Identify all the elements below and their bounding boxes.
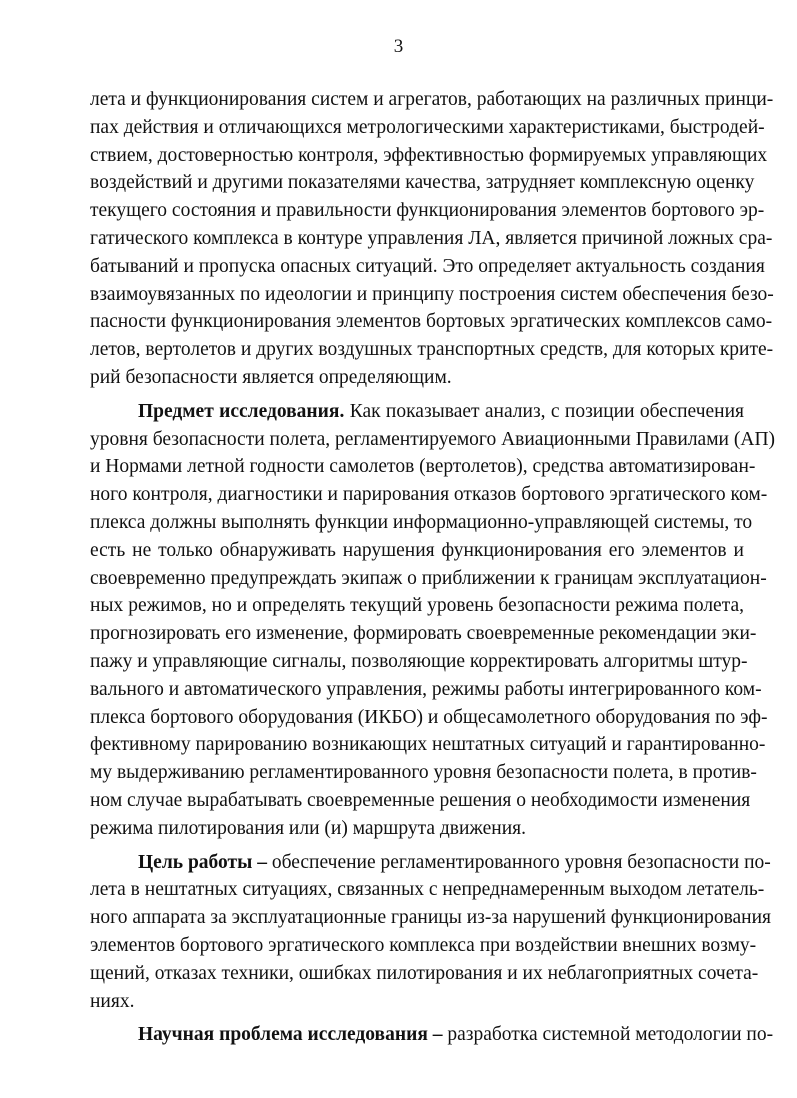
paragraph-first-line-text: обеспечение регламентированного уровня безопасности по- <box>266 851 771 873</box>
text-line: плекса бортового оборудования (ИКБО) и общесамолетного оборудования по эф- <box>90 706 768 728</box>
text-line: взаимоувязанных по идеологии и принципу построения систем обеспечения безо- <box>90 283 774 305</box>
paragraph-first-line <box>90 398 744 426</box>
paragraph-heading: Предмет исследования. <box>138 400 345 422</box>
text-line: уровня безопасности полета, регламентируемого Авиационными Правилами (АП) <box>90 428 776 450</box>
text-line: фективному парированию возникающих нештатных ситуаций и гарантированно- <box>90 734 766 756</box>
text-line: летов, вертолетов и других воздушных транспортных средств, для которых крите- <box>90 339 774 361</box>
paragraph-heading: Научная проблема исследования – <box>138 1024 443 1046</box>
text-line: лета в нештатных ситуациях, связанных с непреднамеренным выходом летатель- <box>90 879 765 901</box>
page-number: 3 <box>393 36 404 57</box>
text-line: ного аппарата за эксплуатационные границы из-за нарушений функционирования <box>90 907 772 929</box>
text-line: прогнозировать его изменение, формировать своевременные рекомендации эки- <box>90 623 757 645</box>
paragraph-first-line <box>90 1021 774 1049</box>
text-line: ниях. <box>90 990 135 1012</box>
paragraph-first-line <box>90 849 771 877</box>
text-line: режима пилотирования или (и) маршрута движения. <box>90 817 527 839</box>
text-line: текущего состояния и правильности функционирования элементов бортового эр- <box>90 200 765 222</box>
body-text <box>90 86 776 1049</box>
text-line: ного контроля, диагностики и парирования отказов бортового эргатического ком- <box>90 484 768 506</box>
text-line: есть не только обнаруживать нарушения функционирования его элементов и <box>90 539 744 561</box>
text-line: пасности функционирования элементов бортовых эргатических комплексов само- <box>90 311 773 333</box>
text-line: пах действия и отличающихся метрологическими характеристиками, быстродей- <box>90 116 765 138</box>
text-line: вального и автоматического управления, режимы работы интегрированного ком- <box>90 678 762 700</box>
text-line: рий безопасности является определяющим. <box>90 366 452 388</box>
text-line: ствием, достоверностью контроля, эффективностью формируемых управляющих <box>90 144 768 166</box>
text-line: ных режимов, но и определять текущий уровень безопасности режима полета, <box>90 595 744 617</box>
text-line: своевременно предупреждать экипаж о приближении к границам эксплуатацион- <box>90 567 767 589</box>
paragraph-first-line-text: разработка системной методологии по- <box>442 1024 774 1046</box>
paragraph-heading: Цель работы – <box>138 851 267 873</box>
paragraph-first-line-text: Как показывает анализ, с позиции обеспечения <box>344 400 744 422</box>
text-line: пажу и управляющие сигналы, позволяющие корректировать алгоритмы штур- <box>90 650 748 672</box>
text-line: элементов бортового эргатического комплекса при воздействии внешних возму- <box>90 934 757 956</box>
text-line: гатического комплекса в контуре управления ЛА, является причиной ложных сра- <box>90 227 773 249</box>
text-line: щений, отказах техники, ошибках пилотирования и их неблагоприятных сочета- <box>90 962 759 984</box>
text-line: батываний и пропуска опасных ситуаций. Это определяет актуальность создания <box>90 255 765 277</box>
text-line: ном случае вырабатывать своевременные решения о необходимости изменения <box>90 789 751 811</box>
text-line: лета и функционирования систем и агрегатов, работающих на различных принци- <box>90 89 774 110</box>
text-line: и Нормами летной годности самолетов (вертолетов), средства автоматизирован- <box>90 456 756 478</box>
text-line: воздействий и другими показателями качества, затрудняет комплексную оценку <box>90 172 755 194</box>
text-line: плекса должны выполнять функции информационно-управляющей системы, то <box>90 511 753 533</box>
text-line: му выдерживанию регламентированного уровня безопасности полета, в против- <box>90 762 757 784</box>
